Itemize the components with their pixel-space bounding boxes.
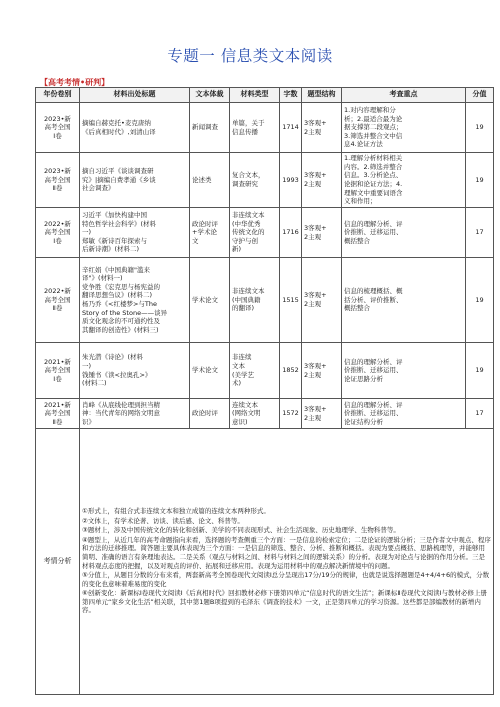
cell-type — [230, 343, 280, 399]
cell-count: 1714 — [280, 103, 302, 153]
cell-type-line: 非连续文本 — [232, 211, 265, 220]
header-score: 分值 — [466, 88, 494, 103]
cell-focus-line: 括分析、评价推断、 — [344, 295, 403, 304]
cell-count: 1572 — [280, 399, 302, 429]
page-title: 专题一 信息类文本阅读 — [167, 47, 333, 65]
cell-source-line: 特色哲学社会科学》(材料 — [82, 219, 157, 228]
cell-focus-line: 概括整合 — [344, 304, 370, 313]
cell-type-line: 术) — [232, 379, 242, 388]
cell-source-line: 质文化观念的不可通约性及 — [82, 317, 160, 326]
cell-year-line: Ⅰ卷 — [53, 374, 62, 383]
cell-focus — [342, 399, 466, 429]
cell-source-line: 郑敏《新诗百年探索与 — [82, 236, 147, 245]
cell-source — [80, 153, 190, 208]
cell-year-line: Ⅱ卷 — [52, 184, 63, 193]
cell-type-line: 信息传播 — [232, 127, 258, 136]
cell-structure-line: 3客观+ — [304, 171, 327, 180]
cell-source-line: 习近平《加快构建中国 — [82, 211, 147, 220]
cell-focus — [342, 153, 466, 208]
cell-focus-line: 信息的梳理概括、概 — [344, 287, 403, 296]
cell-focus-line: 价推断、迁移运用、 — [344, 409, 403, 418]
cell-focus-line: 价推断、迁移运用、 — [344, 366, 403, 375]
header-focus: 考查重点 — [342, 88, 466, 103]
analysis-paragraph: ①形式上，有组合式非连续文本和独立成篇的连续文本两种形式。 — [82, 507, 270, 516]
table-row — [36, 208, 494, 258]
cell-type-line: 复合文本， — [232, 171, 265, 180]
cell-genre — [190, 153, 230, 208]
table-body — [36, 103, 494, 429]
cell-type-line: 传统文化的 — [232, 228, 265, 237]
cell-source — [80, 399, 190, 429]
cell-type — [230, 153, 280, 208]
cell-year-line: 2022•新 — [44, 287, 71, 296]
header-genre: 文本体裁 — [190, 88, 230, 103]
cell-genre-line: 文 — [192, 236, 199, 245]
cell-type — [230, 208, 280, 258]
cell-source — [80, 343, 190, 399]
cell-type — [230, 399, 280, 429]
cell-year-line: 2021•新 — [44, 357, 71, 366]
cell-source-line: 肖峰《从底线伦理到担当精 — [82, 400, 160, 409]
analysis-label: 考情分析 — [36, 429, 80, 695]
cell-focus-line: 1.对内容理解和分 — [344, 106, 396, 115]
cell-type-line: 守护与创 — [232, 236, 258, 245]
cell-source-line: (材料二) — [82, 379, 107, 388]
cell-structure-line: 2主观 — [304, 300, 322, 308]
cell-structure — [302, 103, 342, 153]
table-row — [36, 103, 494, 153]
cell-year-line: Ⅱ卷 — [52, 417, 63, 426]
cell-type-line: 意识) — [232, 417, 248, 426]
cell-structure-line: 3客观+ — [304, 404, 327, 413]
cell-focus-line: 析；2.最适合最为论 — [344, 114, 403, 123]
cell-genre-line: 学术论文 — [192, 366, 218, 375]
cell-year — [36, 208, 80, 258]
cell-source-line: 其翻译的创造性》(材料三) — [82, 325, 159, 334]
cell-year-line: 高考全国 — [44, 295, 71, 304]
cell-source-line: Story of the Stone——谈异 — [82, 308, 168, 317]
cell-focus-line: 1.理解分析材料相关 — [344, 154, 403, 163]
cell-year-line: Ⅰ卷 — [53, 236, 62, 245]
cell-year — [36, 153, 80, 208]
analysis-paragraph: ⑥创新变化：新课标Ⅰ卷现代文阅读Ⅰ《后真相时代》回扣教材必修下册第四单元“信息时代的语文生活”；新课标Ⅱ卷现代文阅读Ⅰ与教材必修上册第四单元“家乡文化生活”相关联，其中第1题B项提到的毛泽东《调查的技术》一文，正是第四单元的学习资源。这些都是部编教材的新增内容。 — [82, 589, 488, 615]
exam-analysis-table — [35, 87, 494, 695]
cell-score: 17 — [466, 399, 494, 429]
cell-score: 19 — [466, 153, 494, 208]
cell-count: 1515 — [280, 258, 302, 343]
cell-structure — [302, 399, 342, 429]
cell-type-line: 调查研究 — [232, 180, 258, 188]
cell-focus-line: 3.筛选并整合文中信 — [344, 131, 403, 140]
cell-type-line: 单篇，关于 — [232, 118, 265, 127]
cell-focus-line: 信息的理解分析、评 — [344, 357, 403, 366]
cell-focus — [342, 258, 466, 343]
cell-structure-line: 3客观+ — [304, 361, 327, 370]
cell-type-line: (中国典籍 — [232, 295, 261, 304]
cell-source-line: 后新诗潮》(材料二) — [82, 245, 140, 254]
cell-structure — [302, 153, 342, 208]
cell-year-line: 2021•新 — [44, 400, 71, 409]
cell-structure-line: 2主观 — [304, 370, 322, 379]
cell-type — [230, 258, 280, 343]
cell-source-line: 社会调查》 — [82, 184, 115, 193]
cell-focus-line: 内容。2.筛选并整合 — [344, 162, 403, 171]
cell-year-line: 2023•新 — [44, 167, 71, 176]
cell-source-line: 摘自习近平《谈谈调查研 — [82, 167, 154, 176]
cell-year — [36, 399, 80, 429]
table-row — [36, 343, 494, 399]
cell-year — [36, 343, 80, 399]
cell-count: 1716 — [280, 208, 302, 258]
cell-year-line: 高考全国 — [44, 409, 71, 418]
cell-type-line: 新) — [232, 245, 242, 254]
cell-structure-line: 3客观+ — [304, 223, 327, 232]
cell-source-line: 一) — [82, 361, 92, 370]
cell-genre — [190, 399, 230, 429]
cell-genre-line: 学术论文 — [192, 295, 218, 304]
analysis-content — [80, 429, 494, 695]
cell-structure — [302, 208, 342, 258]
table-header-row — [36, 88, 494, 103]
cell-structure-line: 3客观+ — [304, 118, 327, 127]
cell-type-line: 文本 — [232, 361, 245, 370]
analysis-paragraph: ⑤分值上，从题目分数的分布来看，两套新高考全国卷现代文阅读Ⅰ总分呈现出17分/19分的规律，也就是说选择题题是4+4/4+6的模式，分数的变化也意味着难易度的变化 — [82, 571, 490, 588]
cell-year-line: Ⅰ卷 — [53, 131, 62, 140]
cell-type-line: 非连续 — [232, 353, 252, 362]
cell-focus-line: 据支撑第二段观点； — [344, 123, 403, 132]
cell-focus — [342, 208, 466, 258]
cell-focus-line: 义和作用； — [344, 197, 377, 206]
cell-year-line: 2022•新 — [44, 219, 71, 228]
cell-type-line: 连续文本 — [232, 400, 258, 409]
cell-focus-line: 论证结构分析 — [344, 417, 383, 426]
cell-score: 19 — [466, 103, 494, 153]
cell-source-line: 摘编自赫克托•麦克唐纳 — [82, 118, 151, 127]
cell-source-line: 朱光潜《诗论》(材料 — [82, 353, 144, 362]
cell-source-line: 译"》(材料一) — [82, 274, 123, 283]
section-badge: 【高考考情•研判】 — [40, 78, 110, 87]
cell-focus-line: 论据和论证方法；4. — [344, 180, 403, 188]
cell-genre-line: 政论时评 — [192, 219, 218, 228]
cell-source-line: 《后真相时代》,刘清山译 — [82, 127, 156, 136]
cell-structure-line: 3客观+ — [304, 291, 327, 300]
cell-type-line: (美学艺 — [232, 370, 255, 379]
analysis-paragraph: ④题型上，从近几年的高考命题指向来看，选择题的考查侧重三个方面：一是信息的检索定位；二是论证的逻辑分析；三是作者文中观点、程序和方法的迁移推理。简答题主要具体表现为三个方面：一是信息的筛选、整合、分析、推断和概括。表现为要点概括、思路梳理等，并能够用简明、准确的语言有条理地表达。二是关系（观点与材料之间、材料与材料之间的逻辑关系）的分析。表现为对论点与论据的作用分析。三是材料观点态度的把握，以及对观点的评价、拓展和迁移应用。表现为运用材料中的观点解决新情境中的问题。 — [82, 535, 491, 570]
cell-focus-line: 理解文中重要词语含 — [344, 188, 403, 197]
cell-focus-line: 论证思路分析 — [344, 374, 383, 383]
cell-year-line: 高考全国 — [44, 175, 71, 184]
cell-source-line: 识》 — [82, 417, 95, 426]
header-type: 材料类型 — [230, 88, 280, 103]
cell-source-line: 神：当代青年的网络文明意 — [82, 409, 160, 418]
cell-count: 1993 — [280, 153, 302, 208]
cell-source-line: 一) — [82, 228, 92, 237]
cell-score: 19 — [466, 258, 494, 343]
cell-type-line: (网络文明 — [232, 409, 261, 418]
table-row — [36, 153, 494, 208]
cell-structure-line: 2主观 — [304, 127, 322, 136]
cell-genre — [190, 103, 230, 153]
cell-year-line: 高考全国 — [44, 228, 71, 237]
cell-focus-line: 价推断、迁移运用、 — [344, 228, 403, 237]
cell-structure-line: 2主观 — [304, 413, 322, 422]
cell-year — [36, 258, 80, 343]
cell-structure — [302, 343, 342, 399]
cell-source-line: 究》|摘编自费孝通《乡谈 — [82, 175, 156, 184]
analysis-row — [36, 429, 494, 695]
cell-type — [230, 103, 280, 153]
cell-focus — [342, 343, 466, 399]
cell-year-line: Ⅱ卷 — [52, 304, 63, 313]
cell-type-line: 的翻译) — [232, 304, 255, 313]
cell-genre-line: 新闻调查 — [192, 123, 218, 132]
cell-source — [80, 208, 190, 258]
cell-focus-line: 信息的理解分析、评 — [344, 400, 403, 409]
table-row — [36, 258, 494, 343]
header-source: 材料出处标题 — [80, 88, 190, 103]
cell-type-line: 非连续文本 — [232, 287, 265, 296]
cell-source-line: 杨乃乔《<红楼梦>与The — [82, 300, 157, 308]
cell-score: 19 — [466, 343, 494, 399]
cell-source — [80, 258, 190, 343]
cell-source-line: 辛红娟《中国典籍"滥来 — [82, 265, 150, 274]
cell-focus-line: 信息的理解分析、评 — [344, 219, 403, 228]
header-count: 字数 — [280, 88, 302, 103]
header-year: 年份卷别 — [36, 88, 80, 103]
cell-focus-line: 信息。3.分析论点、 — [344, 171, 403, 180]
cell-genre-line: +学术论 — [192, 228, 217, 237]
cell-genre — [190, 343, 230, 399]
analysis-paragraph: ②文体上，有学术论著、访谈、读后感、论文、科普等。 — [82, 516, 244, 525]
cell-structure — [302, 258, 342, 343]
cell-score: 17 — [466, 208, 494, 258]
cell-genre-line: 论述类 — [192, 175, 212, 184]
analysis-paragraph: ③题材上，涉及中国传统文化的转化和创新、美学的不同表现形式、社会生活现象、历史地理学、生物科普等。 — [82, 526, 400, 535]
cell-type-line: (中华优秀 — [232, 219, 261, 228]
cell-year-line: 高考全国 — [44, 366, 71, 375]
cell-year — [36, 103, 80, 153]
cell-structure-line: 2主观 — [304, 180, 322, 188]
cell-focus-line: 息4.论证方法 — [344, 140, 383, 149]
cell-year-line: 2023•新 — [44, 114, 71, 123]
cell-focus — [342, 103, 466, 153]
table-row — [36, 399, 494, 429]
cell-source — [80, 103, 190, 153]
cell-count: 1852 — [280, 343, 302, 399]
cell-source-line: 党争胜《宏克思与杨宪益的 — [82, 282, 160, 291]
header-structure: 题型结构 — [302, 88, 342, 103]
cell-source-line: 翻译思想刍议》(材料二) — [82, 291, 153, 300]
cell-genre-line: 政论时评 — [192, 409, 218, 418]
cell-genre — [190, 258, 230, 343]
cell-structure-line: 2主观 — [304, 232, 322, 241]
cell-focus-line: 概括整合 — [344, 236, 370, 245]
cell-genre — [190, 208, 230, 258]
cell-source-line: 钱锺书《读<拉奥孔>》 — [82, 370, 152, 379]
cell-year-line: 高考全国 — [44, 123, 71, 132]
